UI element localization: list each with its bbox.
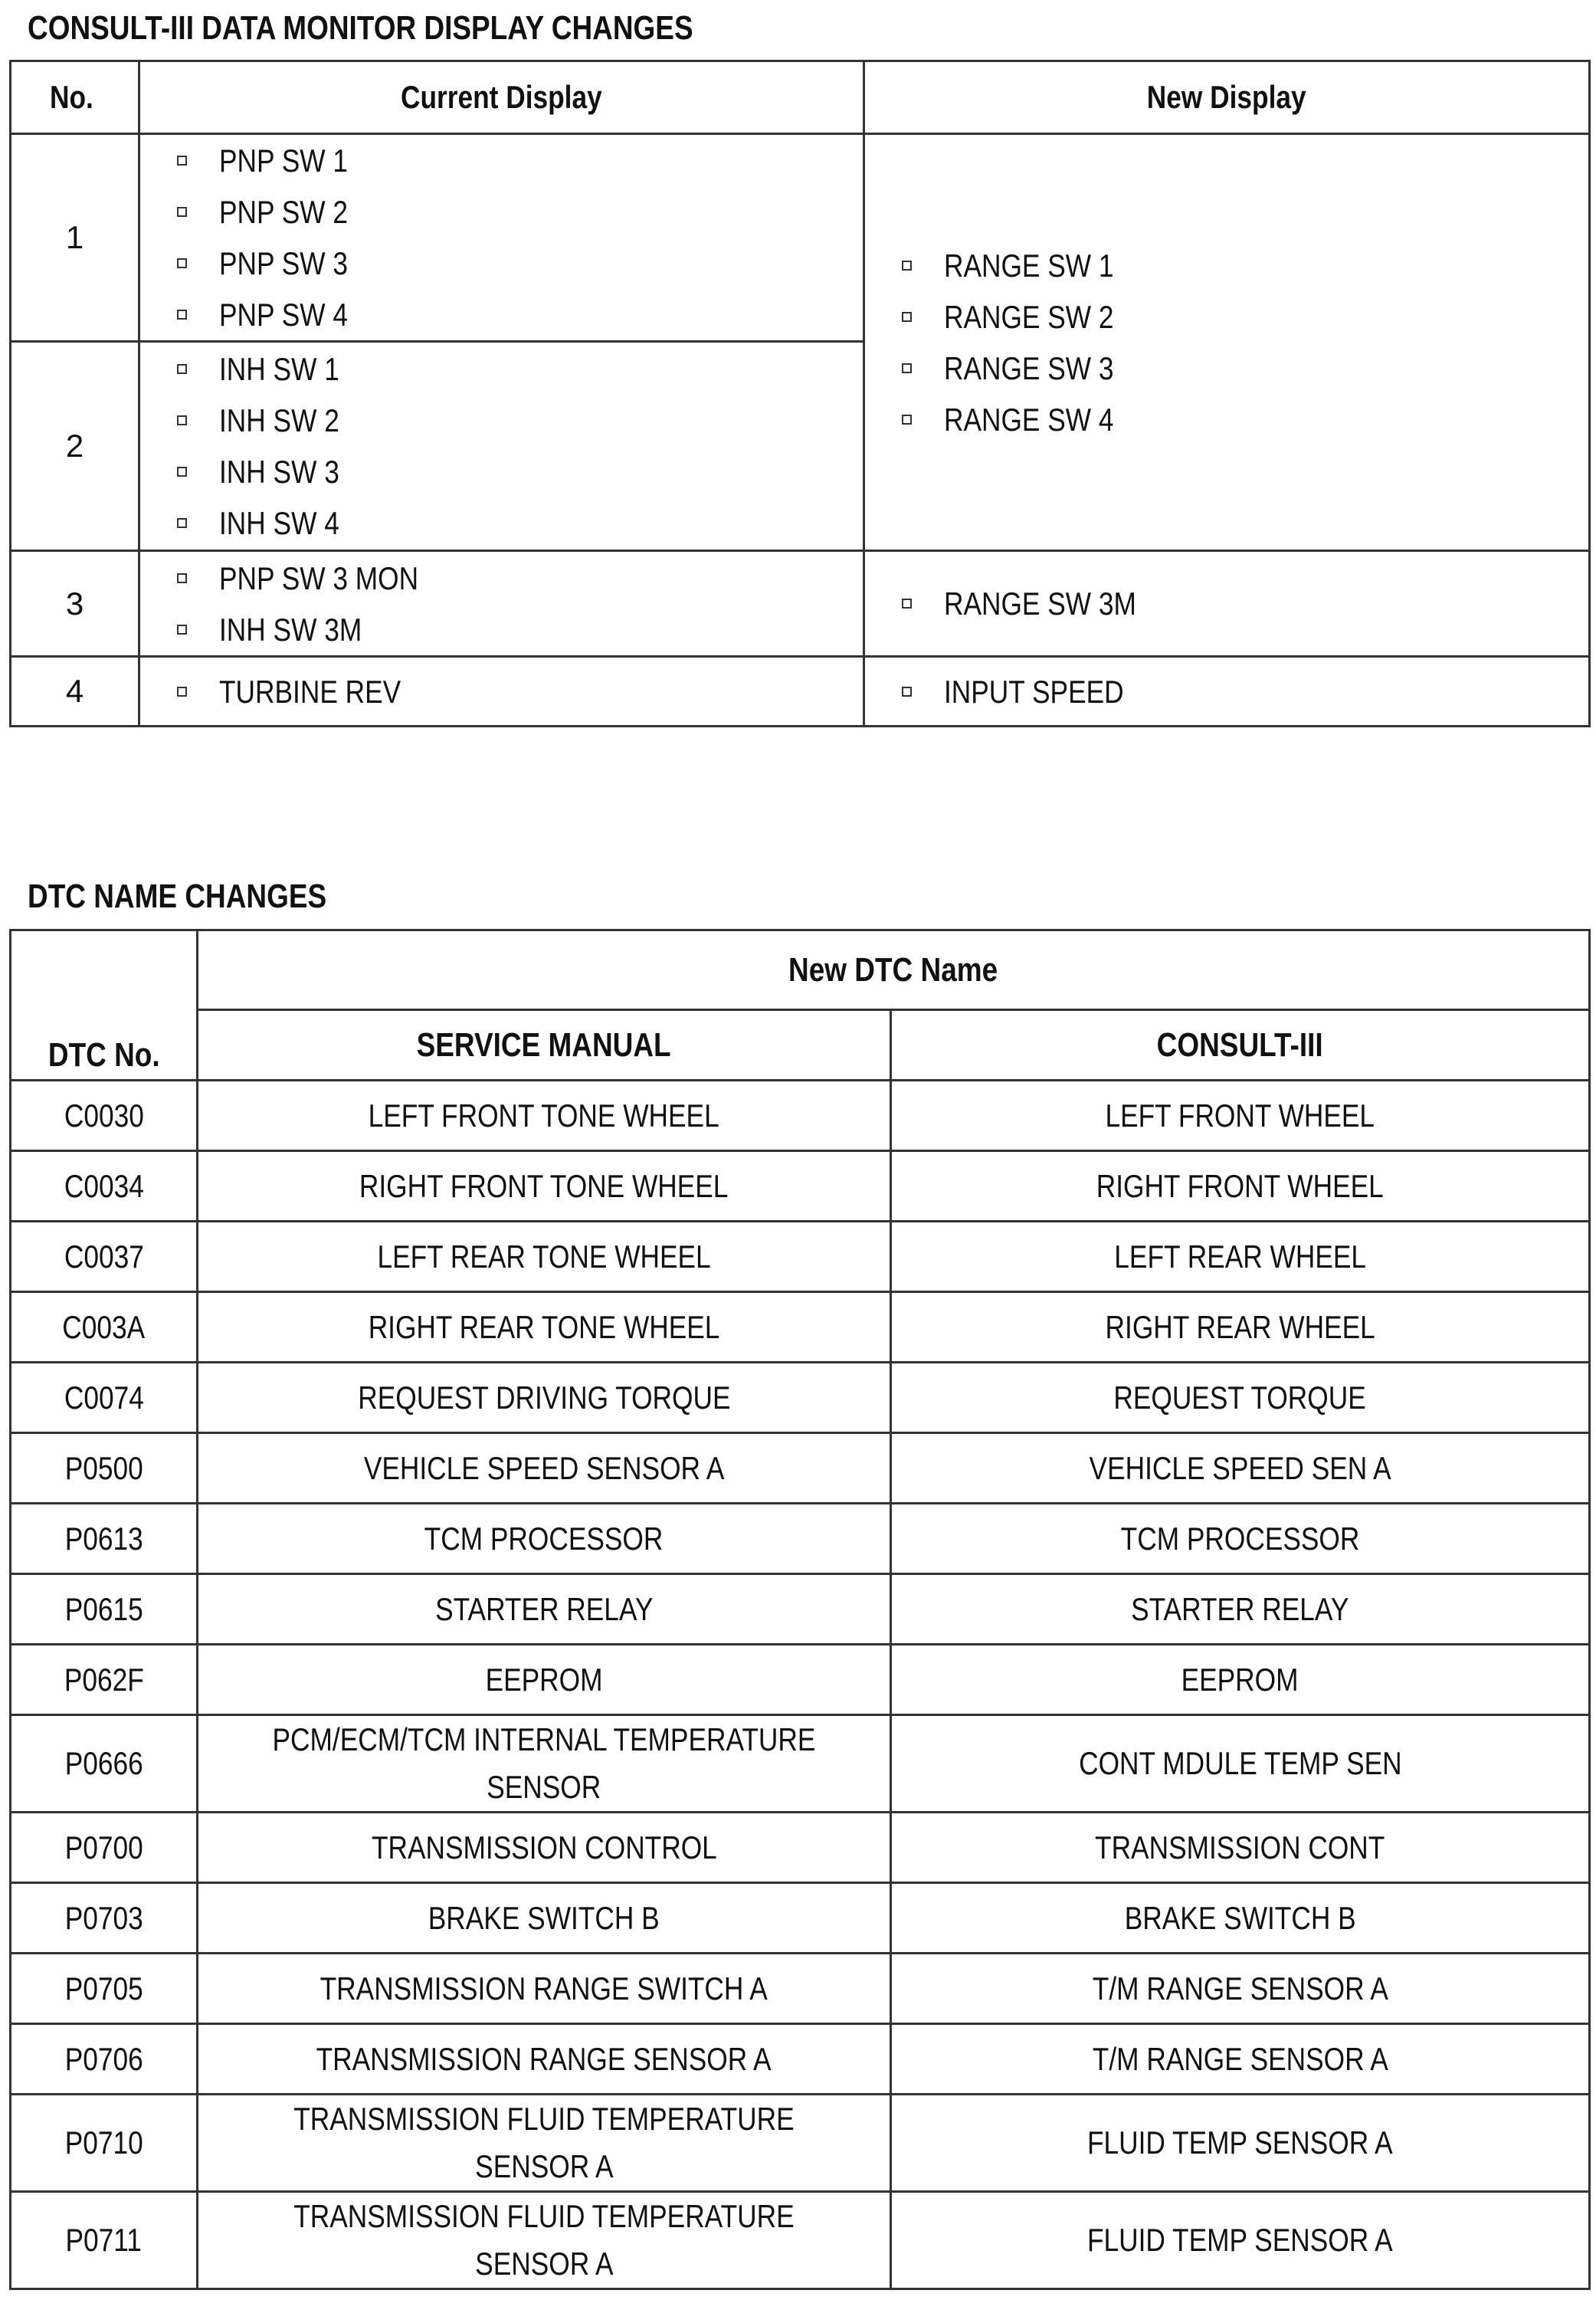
consult-iii-name-cell: BRAKE SWITCH B xyxy=(891,1883,1590,1954)
list-item: INH SW 3 xyxy=(177,446,863,497)
bullet-icon xyxy=(177,310,187,320)
table-row xyxy=(11,2095,1590,2192)
table-row xyxy=(11,1292,1590,1363)
service-manual-name-cell: STARTER RELAY xyxy=(198,1574,891,1645)
table-row xyxy=(11,2192,1590,2289)
bullet-icon xyxy=(177,625,187,635)
bullet-icon xyxy=(177,467,187,477)
bullet-icon xyxy=(177,207,187,217)
service-manual-name-cell: TRANSMISSION FLUID TEMPERATURE SENSOR A xyxy=(198,2095,891,2192)
consult-iii-name-cell: VEHICLE SPEED SEN A xyxy=(891,1433,1590,1504)
consult-iii-name-cell: STARTER RELAY xyxy=(891,1574,1590,1645)
table-row xyxy=(11,1081,1590,1151)
header-dtc-no: DTC No. xyxy=(11,930,198,1081)
list-item: INH SW 1 xyxy=(177,343,863,395)
current-display-cell xyxy=(139,134,864,342)
header-new-display: New Display xyxy=(864,61,1590,134)
table-row xyxy=(11,1433,1590,1504)
section1-title: CONSULT-III DATA MONITOR DISPLAY CHANGES xyxy=(28,9,693,47)
dtc-code-cell: P0710 xyxy=(11,2095,198,2192)
current-display-cell xyxy=(139,657,864,727)
table-row xyxy=(11,1151,1590,1222)
dtc-code-cell: P0500 xyxy=(11,1433,198,1504)
consult-iii-name-cell: FLUID TEMP SENSOR A xyxy=(891,2192,1590,2289)
dtc-code-cell: C0074 xyxy=(11,1363,198,1433)
table-row xyxy=(11,2024,1590,2095)
bullet-icon xyxy=(177,156,187,166)
list-item: RANGE SW 3 xyxy=(902,343,1588,394)
table-row xyxy=(11,1954,1590,2024)
consult-iii-name-cell: LEFT REAR WHEEL xyxy=(891,1222,1590,1292)
bullet-icon xyxy=(177,573,187,583)
monitor-row-4 xyxy=(11,657,1590,727)
dtc-name-table xyxy=(9,929,1591,2290)
service-manual-name-cell: TCM PROCESSOR xyxy=(198,1504,891,1574)
list-item: PNP SW 3 MON xyxy=(177,553,863,604)
dtc-code-cell: P0700 xyxy=(11,1813,198,1883)
new-display-cell xyxy=(864,657,1590,727)
table-row xyxy=(11,1645,1590,1715)
monitor-row-1 xyxy=(11,134,1590,342)
list-item: PNP SW 4 xyxy=(177,289,863,340)
service-manual-name-cell: EEPROM xyxy=(198,1645,891,1715)
service-manual-name-cell: BRAKE SWITCH B xyxy=(198,1883,891,1954)
dtc-code-cell: C0037 xyxy=(11,1222,198,1292)
service-manual-name-cell: LEFT REAR TONE WHEEL xyxy=(198,1222,891,1292)
dtc-code-cell: P0705 xyxy=(11,1954,198,2024)
consult-iii-name-cell: T/M RANGE SENSOR A xyxy=(891,2024,1590,2095)
dtc-code-cell: C0030 xyxy=(11,1081,198,1151)
consult-iii-name-cell: LEFT FRONT WHEEL xyxy=(891,1081,1590,1151)
header-new-dtc-name: New DTC Name xyxy=(198,930,1590,1010)
header-current-display: Current Display xyxy=(139,61,864,134)
header-no: No. xyxy=(11,61,139,134)
bullet-icon xyxy=(902,312,912,322)
consult-iii-name-cell: TCM PROCESSOR xyxy=(891,1504,1590,1574)
new-display-cell xyxy=(864,134,1590,551)
bullet-icon xyxy=(177,415,187,425)
current-display-cell xyxy=(139,342,864,551)
row-number: 3 xyxy=(11,551,139,657)
list-item: RANGE SW 4 xyxy=(902,394,1588,445)
consult-iii-name-cell: RIGHT FRONT WHEEL xyxy=(891,1151,1590,1222)
bullet-icon xyxy=(902,599,912,609)
list-item: PNP SW 3 xyxy=(177,238,863,289)
table-row xyxy=(11,1574,1590,1645)
service-manual-name-cell: PCM/ECM/TCM INTERNAL TEMPERATURE SENSOR xyxy=(198,1715,891,1813)
header-service-manual: SERVICE MANUAL xyxy=(198,1010,891,1081)
consult-iii-name-cell: REQUEST TORQUE xyxy=(891,1363,1590,1433)
dtc-code-cell: P0703 xyxy=(11,1883,198,1954)
monitor-row-3 xyxy=(11,551,1590,657)
dtc-code-cell: P0706 xyxy=(11,2024,198,2095)
dtc-code-cell: P0613 xyxy=(11,1504,198,1574)
bullet-icon xyxy=(902,687,912,697)
list-item: INH SW 2 xyxy=(177,395,863,446)
consult-iii-name-cell: CONT MDULE TEMP SEN xyxy=(891,1715,1590,1813)
consult-iii-name-cell: T/M RANGE SENSOR A xyxy=(891,1954,1590,2024)
table-row xyxy=(11,1715,1590,1813)
consult-iii-name-cell: EEPROM xyxy=(891,1645,1590,1715)
list-item: RANGE SW 2 xyxy=(902,291,1588,343)
bullet-icon xyxy=(177,687,187,697)
list-item: RANGE SW 1 xyxy=(902,240,1588,291)
bullet-icon xyxy=(902,415,912,425)
list-item: INPUT SPEED xyxy=(902,666,1588,717)
dtc-code-cell: P0615 xyxy=(11,1574,198,1645)
service-manual-name-cell: LEFT FRONT TONE WHEEL xyxy=(198,1081,891,1151)
list-item: RANGE SW 3M xyxy=(902,578,1588,629)
table-row xyxy=(11,1504,1590,1574)
dtc-code-cell: P062F xyxy=(11,1645,198,1715)
dtc-code-cell: P0666 xyxy=(11,1715,198,1813)
data-monitor-table xyxy=(9,60,1591,727)
list-item: INH SW 4 xyxy=(177,497,863,549)
header-consult-iii: CONSULT-III xyxy=(891,1010,1590,1081)
service-manual-name-cell: TRANSMISSION FLUID TEMPERATURE SENSOR A xyxy=(198,2192,891,2289)
service-manual-name-cell: VEHICLE SPEED SENSOR A xyxy=(198,1433,891,1504)
bullet-icon xyxy=(902,261,912,271)
service-manual-name-cell: REQUEST DRIVING TORQUE xyxy=(198,1363,891,1433)
consult-iii-name-cell: RIGHT REAR WHEEL xyxy=(891,1292,1590,1363)
row-number: 4 xyxy=(11,657,139,727)
dtc-code-cell: P0711 xyxy=(11,2192,198,2289)
row-number: 2 xyxy=(11,342,139,551)
list-item: INH SW 3M xyxy=(177,604,863,655)
consult-iii-name-cell: TRANSMISSION CONT xyxy=(891,1813,1590,1883)
dtc-code-cell: C003A xyxy=(11,1292,198,1363)
row-number: 1 xyxy=(11,134,139,342)
table-row xyxy=(11,1363,1590,1433)
service-manual-name-cell: RIGHT FRONT TONE WHEEL xyxy=(198,1151,891,1222)
new-display-cell xyxy=(864,551,1590,657)
table-row xyxy=(11,1813,1590,1883)
bullet-icon xyxy=(177,364,187,374)
bullet-icon xyxy=(902,363,912,373)
service-manual-name-cell: RIGHT REAR TONE WHEEL xyxy=(198,1292,891,1363)
bullet-icon xyxy=(177,258,187,268)
list-item: TURBINE REV xyxy=(177,666,863,717)
dtc-table-body xyxy=(11,1081,1590,2289)
service-manual-name-cell: TRANSMISSION RANGE SWITCH A xyxy=(198,1954,891,2024)
section2-title: DTC NAME CHANGES xyxy=(28,878,327,915)
list-item: PNP SW 2 xyxy=(177,186,863,238)
list-item: PNP SW 1 xyxy=(177,135,863,186)
service-manual-name-cell: TRANSMISSION CONTROL xyxy=(198,1813,891,1883)
service-manual-name-cell: TRANSMISSION RANGE SENSOR A xyxy=(198,2024,891,2095)
table-row xyxy=(11,1222,1590,1292)
dtc-code-cell: C0034 xyxy=(11,1151,198,1222)
current-display-cell xyxy=(139,551,864,657)
consult-iii-name-cell: FLUID TEMP SENSOR A xyxy=(891,2095,1590,2192)
bullet-icon xyxy=(177,518,187,528)
table-row xyxy=(11,1883,1590,1954)
